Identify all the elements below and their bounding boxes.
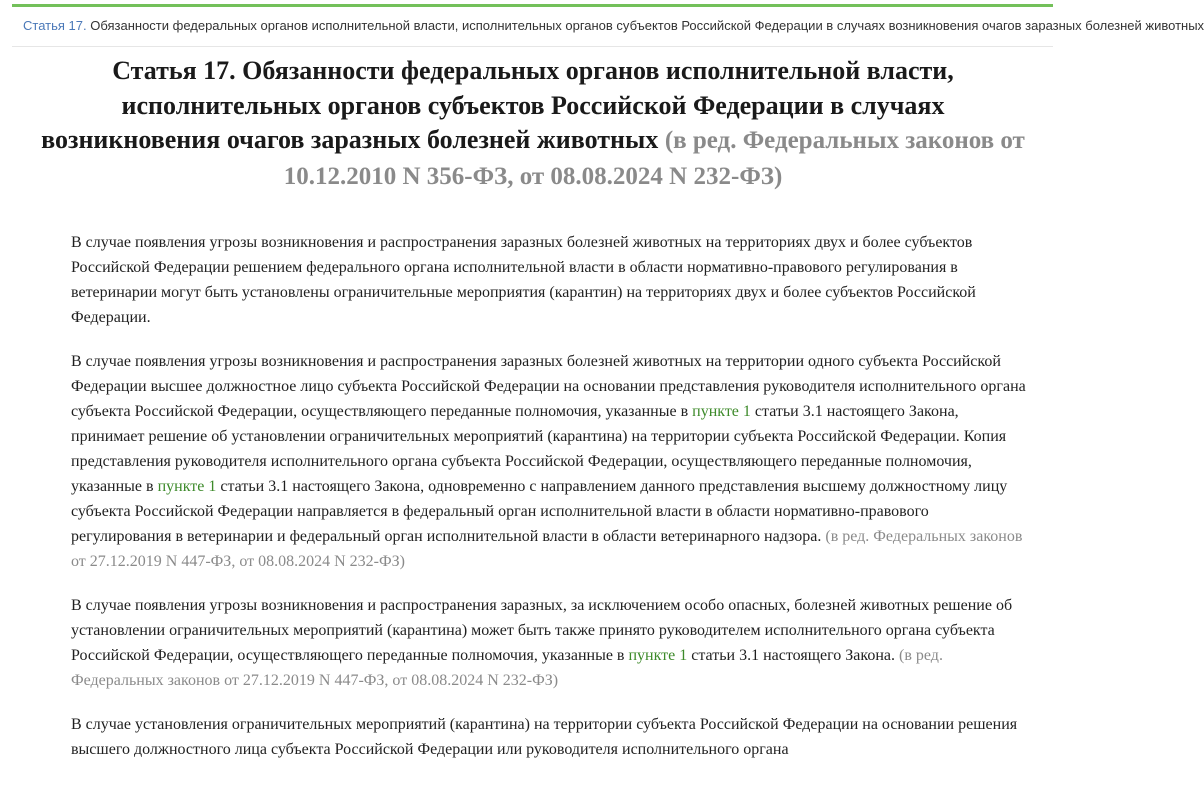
edition-note: (в ред. Федеральных законов от 27.12.2019 N 447-ФЗ, от 08.08.2024 N 232-ФЗ) [71, 528, 1023, 570]
edition-note: (в ред. Федеральных законов от 27.12.2019 N 447-ФЗ, от 08.08.2024 N 232-ФЗ) [71, 647, 943, 689]
article-title-edition: (в ред. Федеральных законов от 10.12.2010 N 356-ФЗ, от 08.08.2024 N 232-ФЗ) [283, 127, 1025, 190]
link-article-3-1-point-1[interactable]: пункте 1 [692, 403, 751, 420]
link-article-3-1-point-1[interactable]: пункте 1 [157, 478, 217, 495]
paragraph-4: В случае установления ограничительных мероприятий (карантина) на территории субъекта Российской Федерации на основании решения высшего должностного лица субъекта Российской Федерации или руководителя исполнительного органа [71, 716, 1018, 758]
paragraph-3 [71, 593, 1031, 693]
breadcrumb-article-title: Обязанности федеральных органов исполнительной власти, исполнительных органов субъектов Российской Федерации в случаях возникновения очагов заразных болезней животных [86, 18, 1204, 33]
breadcrumb [12, 7, 1204, 47]
paragraph-2-text-c: статьи 3.1 настоящего Закона, одновременно с направлением данного представления высшему должностному лицу субъекта Российской Федерации направляется в федеральный орган исполнительной власти в области нормативно-правового регулирования в ветеринарии и федеральный орган исполнительной власти в области ветеринарного надзора. [71, 478, 1008, 545]
paragraph-2-text-a: В случае появления угрозы возникновения и распространения заразных болезней животных на территории одного субъекта Российской Федерации высшее должностное лицо субъекта Российской Федерации на основании представления руководителя исполнительного органа субъекта Российской Федерации, осуществляющего переданные полномочия, указанные в [71, 353, 1026, 420]
article-body [71, 230, 1031, 781]
article-title [40, 54, 1026, 194]
paragraph-3-text-a: В случае появления угрозы возникновения и распространения заразных, за исключением особо опасных, болезней животных решение об установлении ограничительных мероприятий (карантина) может быть также принято руководителем исполнительного органа субъекта Российской Федерации, осуществляющего переданные полномочия, указанные в [71, 597, 1013, 664]
paragraph-3-text-b: статьи 3.1 настоящего Закона. [687, 647, 900, 664]
paragraph-2-text-b: статьи 3.1 настоящего Закона, принимает решение об установлении ограничительных мероприятий (карантина) на территории субъекта Российской Федерации. Копия представления руководителя исполнительного органа субъекта Российской Федерации, осуществляющего переданные полномочия, указанные в [71, 403, 1007, 495]
breadcrumb-text[interactable] [23, 17, 1204, 35]
paragraph-1: В случае появления угрозы возникновения и распространения заразных болезней животных на территориях двух и более субъектов Российской Федерации решением федерального органа исполнительной власти в области нормативно-правового регулирования в ветеринарии могут быть установлены ограничительные мероприятия (карантин) на территориях двух и более субъектов Российской Федерации. [71, 234, 976, 326]
article-title-text: Статья 17. Обязанности федеральных органов исполнительной власти, исполнительных органов субъектов Российской Федерации в случаях возникновения очагов заразных болезней животных [41, 56, 954, 154]
paragraph-2 [71, 349, 1031, 574]
breadcrumb-article-number: Статья 17. [23, 18, 87, 33]
link-article-3-1-point-1[interactable]: пункте 1 [628, 647, 688, 664]
